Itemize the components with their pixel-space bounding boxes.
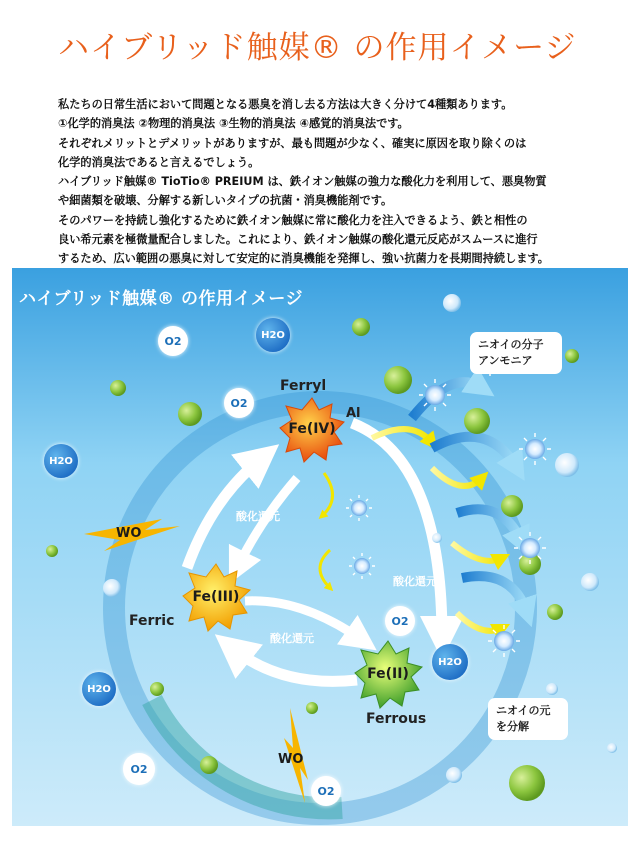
ferric-name: Ferric xyxy=(129,613,175,629)
wo-label: WO xyxy=(278,752,304,767)
h2o-bubble: H2O xyxy=(432,644,468,680)
decompose-callout xyxy=(488,698,568,740)
figure-title: ハイブリッド触媒® の作用イメージ xyxy=(19,289,304,309)
intro-line: 私たちの日常生活において問題となる悪臭を消し去る方法は大きく分けて4種類あります。 xyxy=(58,98,513,111)
ferrous-name: Ferrous xyxy=(366,711,427,727)
fe2-label: Fe(II) xyxy=(367,666,409,682)
o2-bubble: O2 xyxy=(224,388,254,418)
intro-line: するため、広い範囲の悪臭に対して安定的に消臭機能を発揮し、強い抗菌力を長期間持続します。 xyxy=(58,252,549,266)
fe4-label: Fe(IV) xyxy=(288,421,336,437)
o2-bubble: O2 xyxy=(311,776,341,806)
redox-label: 酸化還元 xyxy=(270,632,314,645)
intro-line: や細菌類を破壊、分解する新しいタイプの抗菌・消臭機能剤です。 xyxy=(58,194,393,208)
odor-molecule-callout xyxy=(470,332,562,374)
redox-label: 酸化還元 xyxy=(393,575,437,588)
o2-bubble: O2 xyxy=(385,606,415,636)
h2o-bubble: H2O xyxy=(82,672,116,706)
intro-line: そのパワーを持続し強化するために鉄イオン触媒に常に酸化力を注入できるよう、鉄と相性の xyxy=(58,213,528,227)
intro-line: それぞれメリットとデメリットがありますが、最も問題が少なく、確実に原因を取り除くのは xyxy=(58,136,527,150)
o2-bubble: O2 xyxy=(123,753,155,785)
callout-line: を分解 xyxy=(496,720,529,733)
intro-line: ①化学的消臭法 ②物理的消臭法 ③生物的消臭法 ④感覚的消臭法です。 xyxy=(58,117,409,131)
intro-line: ハイブリッド触媒® TioTio® PREIUM は、鉄イオン触媒の強力な酸化力を利用して、悪臭物質 xyxy=(58,175,547,189)
h2o-bubble: H2O xyxy=(44,444,78,478)
callout-line: アンモニア xyxy=(478,354,533,367)
wo-label: WO xyxy=(116,526,142,541)
callout-line: ニオイの元 xyxy=(496,704,551,717)
page-title: ハイブリッド触媒® の作用イメージ xyxy=(58,30,577,66)
catalyst-diagram xyxy=(12,268,628,826)
ferryl-name: Ferryl xyxy=(280,378,327,394)
intro-text xyxy=(58,95,588,269)
redox-label: 酸化還元 xyxy=(236,510,280,523)
callout-line: ニオイの分子 xyxy=(478,338,544,351)
intro-line: 化学的消臭法であると言えるでしょう。 xyxy=(58,155,260,169)
al-label: Al xyxy=(346,406,361,421)
o2-bubble: O2 xyxy=(158,326,188,356)
fe3-label: Fe(III) xyxy=(192,589,240,605)
h2o-bubble: H2O xyxy=(256,318,290,352)
intro-line: 良い希元素を極微量配合しました。これにより、鉄イオン触媒の酸化還元反応がスムースに進行 xyxy=(58,233,538,247)
